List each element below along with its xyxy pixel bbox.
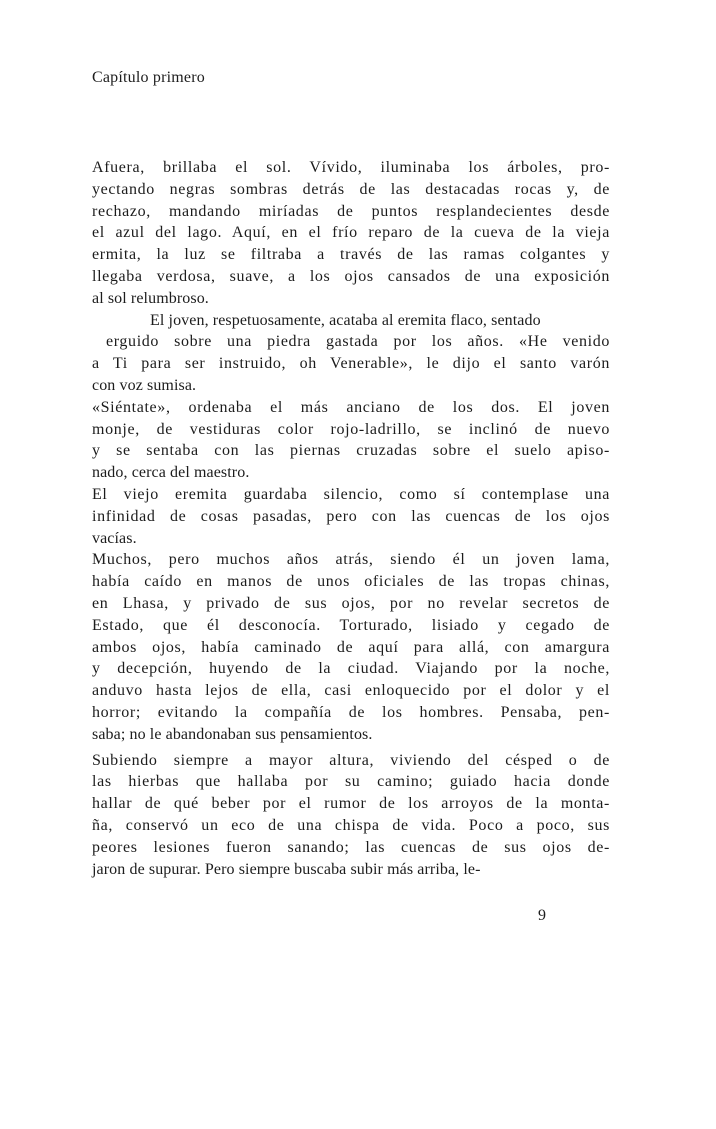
text-line: saba; no le abandonaban sus pensamientos.: [92, 725, 373, 743]
text-line: ermita, la luz se filtraba a través de las ramas colgantes y: [92, 246, 610, 264]
text-line: y decepción, huyendo de la ciudad. Viajando por la noche,: [92, 660, 610, 678]
text-line: monje, de vestiduras color rojo-ladrillo, se inclinó de nuevo: [92, 420, 610, 438]
text-line: infinidad de cosas pasadas, pero con las cuencas de los ojos: [92, 507, 610, 525]
text-line: «Siéntate», ordenaba el más anciano de los dos. El joven: [92, 398, 610, 416]
text-line: había caído en manos de unos oficiales de las tropas chinas,: [92, 573, 610, 591]
text-line: yectando negras sombras detrás de las destacadas rocas y, de: [92, 180, 610, 198]
text-line: El viejo eremita guardaba silencio, como sí contemplase una: [92, 485, 610, 503]
text-line: anduvo hasta lejos de ella, casi enloquecido por el dolor y el: [92, 682, 610, 700]
text-line: con voz sumisa.: [92, 376, 197, 394]
body-text: [92, 157, 610, 880]
text-line: jaron de supurar. Pero siempre buscaba subir más arriba, le-: [92, 860, 481, 878]
text-line: vacías.: [92, 529, 137, 547]
text-line: ambos ojos, había caminado de aquí para allá, con amargura: [92, 638, 610, 656]
text-line: al sol relumbroso.: [92, 289, 209, 307]
text-line: hallar de qué beber por el rumor de los arroyos de la monta-: [92, 795, 610, 813]
text-line: rechazo, mandando miríadas de puntos resplandecientes desde: [92, 202, 610, 220]
text-block: [92, 68, 610, 880]
text-line: horror; evitando la compañía de los hombres. Pensaba, pen-: [92, 703, 610, 721]
text-line: Subiendo siempre a mayor altura, viviendo del césped o de: [92, 751, 610, 769]
text-line: Afuera, brillaba el sol. Vívido, iluminaba los árboles, pro-: [92, 159, 610, 176]
paragraph: [92, 750, 610, 881]
text-line: en Lhasa, y privado de sus ojos, por no revelar secretos de: [92, 594, 610, 612]
page-number: 9: [538, 907, 546, 924]
text-line: llegaba verdosa, suave, a los ojos cansados de una exposición: [92, 267, 610, 285]
paragraph: [92, 484, 610, 549]
text-line: el azul del lago. Aquí, en el frío reparo de la cueva de la vieja: [92, 224, 610, 242]
paragraph: [92, 157, 610, 310]
chapter-heading: Capítulo primero: [92, 69, 205, 86]
text-line: peores lesiones fueron sanando; las cuencas de sus ojos de-: [92, 838, 610, 856]
text-line: nado, cerca del maestro.: [92, 464, 250, 482]
text-line: ña, conservó un eco de una chispa de vida. Poco a poco, sus: [92, 816, 610, 834]
paragraph: [92, 549, 610, 745]
text-line: a Ti para ser instruido, oh Venerable», le dijo el santo varón: [92, 355, 610, 373]
text-line: Muchos, pero muchos años atrás, siendo él un joven lama,: [92, 551, 610, 569]
text-line: El joven, respetuosamente, acataba al eremita flaco, sentado: [150, 311, 541, 329]
text-line: y se sentaba con las piernas cruzadas sobre el suelo apiso-: [92, 442, 610, 460]
text-line: erguido sobre una piedra gastada por los años. «He venido: [106, 333, 610, 351]
paragraph: [92, 397, 610, 484]
text-line: Estado, que él desconocía. Torturado, lisiado y cegado de: [92, 616, 610, 634]
text-line: las hierbas que hallaba por su camino; guiado hacia donde: [92, 773, 610, 791]
paragraph: [92, 310, 610, 397]
